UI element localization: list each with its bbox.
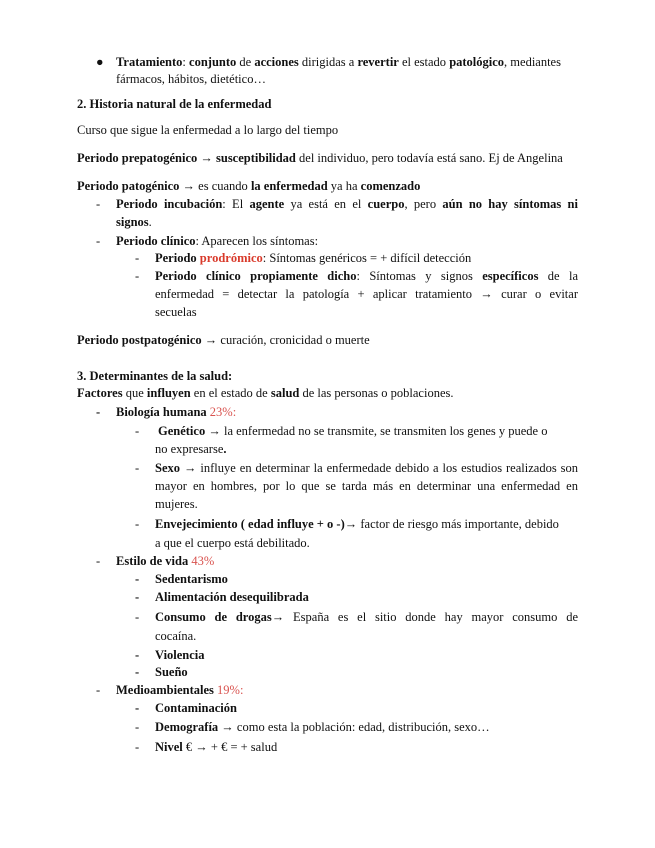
tratamiento-line-2: fármacos, hábitos, dietético… bbox=[116, 72, 266, 86]
section2-heading: 2. Historia natural de la enfermedad bbox=[77, 97, 272, 111]
nivel-dash: - bbox=[135, 740, 140, 754]
demografia-line: Demografía → como esta la población: edad, distribución, sexo… bbox=[155, 720, 490, 734]
estilo-dash: - bbox=[96, 554, 101, 568]
envejecimiento-line-2: a que el cuerpo está debilitado. bbox=[155, 536, 310, 550]
prodromico-dash: - bbox=[135, 251, 140, 265]
patogenico-line: Periodo patogénico → es cuando la enfermedad ya ha comenzado bbox=[77, 179, 421, 193]
section3-heading: 3. Determinantes de la salud: bbox=[77, 369, 233, 383]
sexo-line-1: Sexo → influye en determinar la enfermedade debido a los estudios realizados son bbox=[155, 461, 578, 475]
propio-line-1: Periodo clínico propiamente dicho: Síntomas y signos específicos de la bbox=[155, 269, 578, 283]
postpatogenico-line: Periodo postpatogénico → curación, cronicidad o muerte bbox=[77, 333, 370, 347]
sedentarismo-line: Sedentarismo bbox=[155, 572, 228, 586]
incubacion-line-1: Periodo incubación: El agente ya está en el cuerpo, pero aún no hay síntomas ni bbox=[116, 197, 578, 211]
propio-line-2: enfermedad = detectar la patología + aplicar tratamiento → curar o evitar bbox=[155, 287, 578, 301]
tratamiento-line-1: Tratamiento: conjunto de acciones dirigidas a revertir el estado patológico, mediantes bbox=[116, 55, 561, 69]
contaminacion-dash: - bbox=[135, 701, 140, 715]
biologia-dash: - bbox=[96, 405, 101, 419]
alimentacion-line: Alimentación desequilibrada bbox=[155, 590, 309, 604]
clinico-dash: - bbox=[96, 234, 101, 248]
sueno-dash: - bbox=[135, 665, 140, 679]
nivel-line: Nivel € → + € = + salud bbox=[155, 740, 278, 754]
prodromico-line: Periodo prodrómico: Síntomas genéricos = + difícil detección bbox=[155, 251, 472, 265]
sexo-line-2: mayor en hombres, por lo que se tarda más en determinar una enfermedad en bbox=[155, 479, 578, 493]
violencia-dash: - bbox=[135, 648, 140, 662]
genetico-line-1: Genético → la enfermedad no se transmite, se transmiten los genes y puede o bbox=[158, 424, 548, 438]
bullet-marker: ● bbox=[96, 55, 104, 69]
sexo-line-3: mujeres. bbox=[155, 497, 198, 511]
section3-intro: Factores que influyen en el estado de salud de las personas o poblaciones. bbox=[77, 386, 454, 400]
contaminacion-line: Contaminación bbox=[155, 701, 237, 715]
alimentacion-dash: - bbox=[135, 590, 140, 604]
biologia-line: Biología humana 23%: bbox=[116, 405, 237, 419]
prepatogenico-line: Periodo prepatogénico → susceptibilidad del individuo, pero todavía está sano. Ej de Angelina bbox=[77, 151, 563, 165]
genetico-dash: - bbox=[135, 424, 140, 438]
clinico-line: Periodo clínico: Aparecen los síntomas: bbox=[116, 234, 319, 248]
incubacion-line-2: signos. bbox=[116, 215, 152, 229]
envejecimiento-line-1: Envejecimiento ( edad influye + o -)→ factor de riesgo más importante, debido bbox=[155, 517, 559, 531]
estilo-line: Estilo de vida 43% bbox=[116, 554, 215, 568]
sueno-line: Sueño bbox=[155, 665, 188, 679]
medio-line: Medioambientales 19%: bbox=[116, 683, 244, 697]
propio-line-3: secuelas bbox=[155, 305, 197, 319]
drogas-line-1: Consumo de drogas→ España es el sitio donde hay mayor consumo de bbox=[155, 610, 578, 624]
genetico-line-2: no expresarse. bbox=[155, 442, 227, 456]
incubacion-dash: - bbox=[96, 197, 101, 211]
medio-dash: - bbox=[96, 683, 101, 697]
sexo-dash: - bbox=[135, 461, 140, 475]
propio-dash: - bbox=[135, 269, 140, 283]
drogas-line-2: cocaína. bbox=[155, 629, 197, 643]
sedentarismo-dash: - bbox=[135, 572, 140, 586]
drogas-dash: - bbox=[135, 610, 140, 624]
demografia-dash: - bbox=[135, 720, 140, 734]
envejecimiento-dash: - bbox=[135, 517, 140, 531]
section2-intro: Curso que sigue la enfermedad a lo largo del tiempo bbox=[77, 123, 339, 137]
violencia-line: Violencia bbox=[155, 648, 205, 662]
